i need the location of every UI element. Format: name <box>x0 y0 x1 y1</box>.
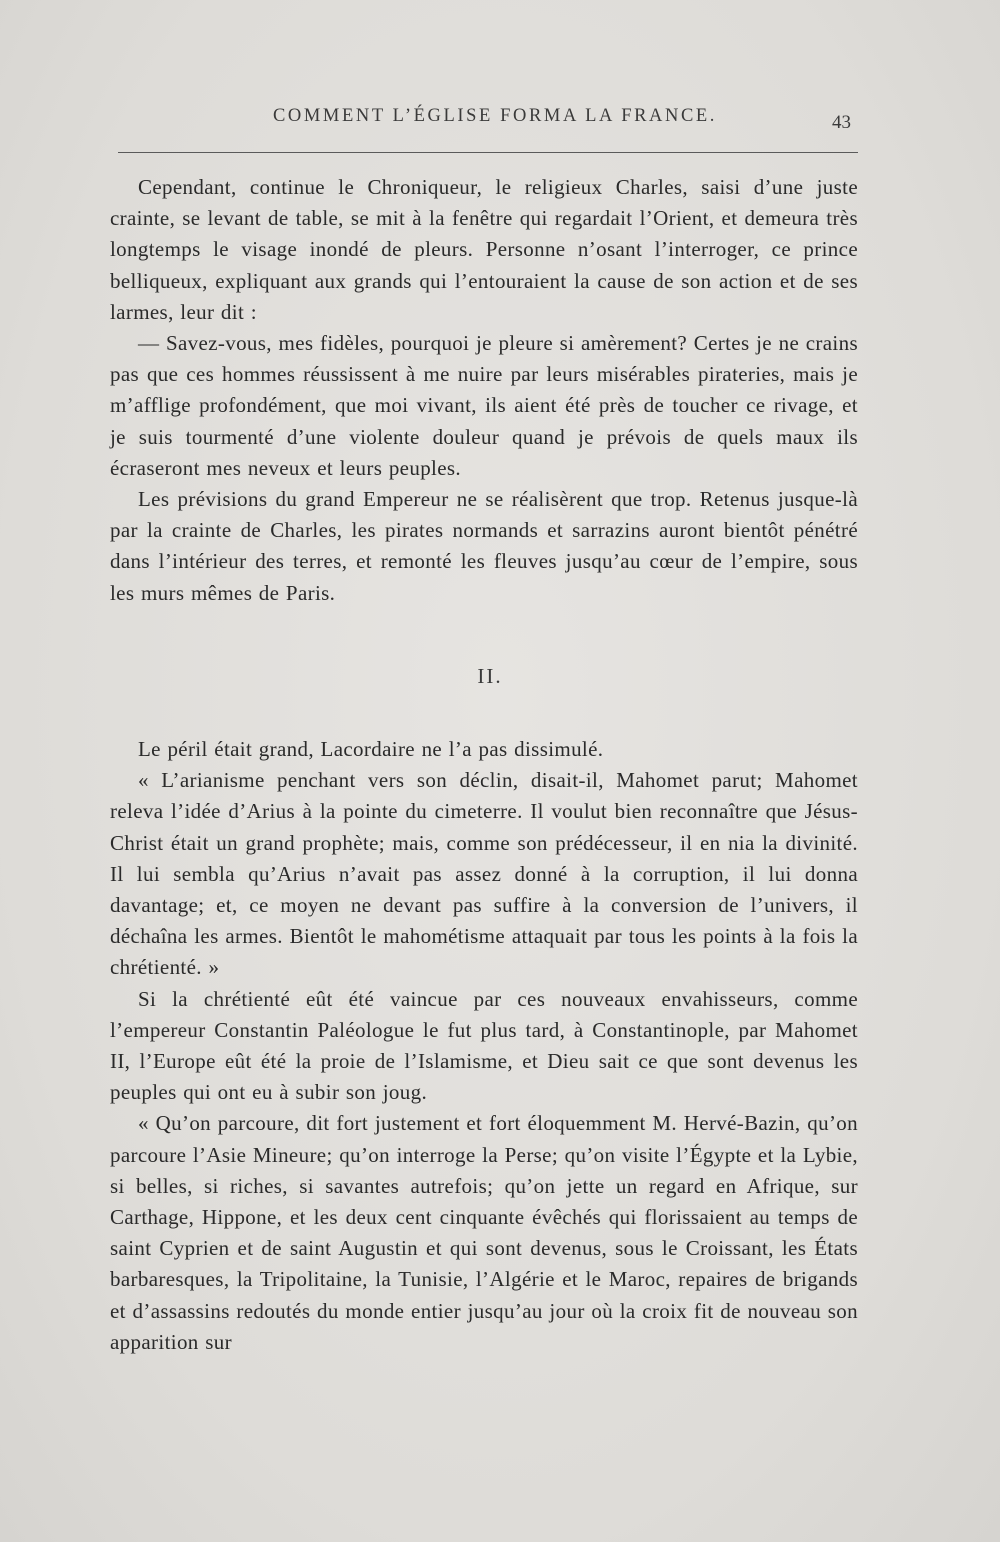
paragraph: « L’arianisme penchant vers son déclin, disait-il, Mahomet parut; Mahomet releva l’idée d’Arius à la pointe du cimeterre. Il voulut bien reconnaître que Jésus-Christ était un grand prophète; mais, comme son prédécesseur, il en nia la divinité. Il lui sembla qu’Arius n’avait pas assez donné à la corruption, il lui donna davantage; et, ce moyen ne devant pas suffire à la conversion de l’univers, il déchaîna les armes. Bientôt le mahométisme attaquait par tous les points à la fois la chrétienté. » <box>110 768 858 980</box>
paragraph: Les prévisions du grand Empereur ne se réalisèrent que trop. Retenus jusque-là par la crainte de Charles, les pirates normands et sarrazins auront bientôt pénétré dans l’intérieur des terres, et remonté les fleuves jusqu’au cœur de l’empire, sous les murs mêmes de Paris. <box>110 487 858 605</box>
page-number: 43 <box>832 112 851 133</box>
section-two-text <box>110 734 858 1358</box>
running-title: COMMENT L’ÉGLISE FORMA LA FRANCE. <box>272 106 718 126</box>
paragraph: « Qu’on parcoure, dit fort justement et fort éloquemment M. Hervé-Bazin, qu’on parcoure l’Asie Mineure; qu’on interroge la Perse; qu’on visite l’Égypte et la Lybie, si belles, si riches, si savantes autrefois; qu’on jette un regard en Afrique, sur Carthage, Hippone, et les deux cent cinquante évêchés qui florissaient au temps de saint Cyprien et de saint Augustin et qui sont devenus, sous le Croissant, les États barbaresques, la Tripolitaine, la Tunisie, l’Algérie et le Maroc, repaires de brigands et d’assassins redoutés du monde entier jusqu’au jour où la croix fit de nouveau son apparition sur <box>110 1111 858 1354</box>
paragraph: Le péril était grand, Lacordaire ne l’a pas dissimulé. <box>138 737 604 761</box>
section-one-text <box>110 172 858 609</box>
paragraph: Cependant, continue le Chroniqueur, le religieux Charles, saisi d’une juste crainte, se levant de table, se mit à la fenêtre qui regardait l’Orient, et demeura très longtemps le visage inondé de pleurs. Personne n’osant l’interroger, ce prince belliqueux, expliquant aux grands qui l’entouraient la cause de son action et de ses larmes, leur dit : <box>110 175 858 324</box>
section-number: II. <box>477 664 503 688</box>
paragraph: — Savez-vous, mes fidèles, pourquoi je pleure si amèrement? Certes je ne crains pas que ces hommes réussissent à me nuire par leurs misérables pirateries, mais je m’afflige profondément, que moi vivant, ils aient été près de toucher ce rivage, et je suis tourmenté d’une violente douleur quand je prévois de quels maux ils écraseront mes neveux et leurs peuples. <box>110 331 858 480</box>
paragraph: Si la chrétienté eût été vaincue par ces nouveaux envahisseurs, comme l’empereur Constantin Paléologue le fut plus tard, à Constantinople, par Mahomet II, l’Europe eût été la proie de l’Islamisme, et Dieu sait ce que sont devenus les peuples qui ont eu à subir son joug. <box>110 986 858 1105</box>
header-rule <box>118 152 858 153</box>
